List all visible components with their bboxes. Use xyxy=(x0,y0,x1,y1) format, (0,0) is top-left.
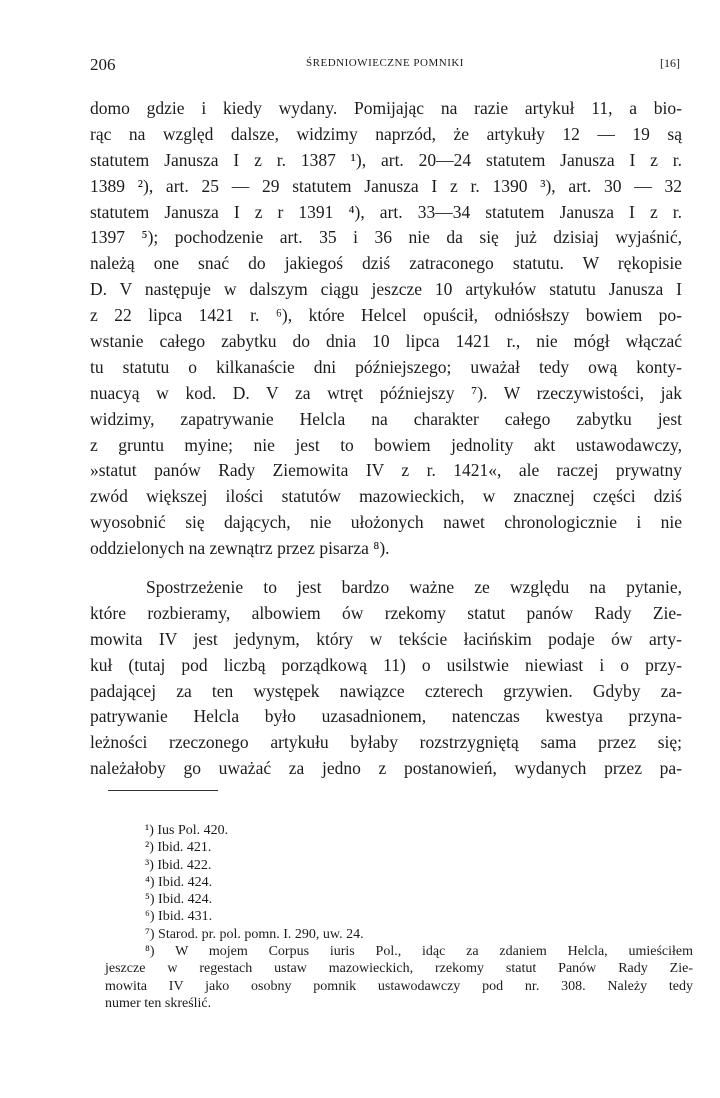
footnote-mark: ⁵) xyxy=(145,892,155,908)
text-line: należałoby go uważać za jedno z postanowień, wydanych przez pa- xyxy=(90,758,682,779)
footnote-1 xyxy=(145,822,693,839)
footnote-mark: ³) xyxy=(145,857,154,873)
footnote-7 xyxy=(145,926,693,943)
sheet-mark: [16] xyxy=(660,56,680,70)
text-line: zwód większej ilości statutów mazowieckich, w znacznej części dziś xyxy=(90,486,682,507)
text-line: 1389 ²), art. 25 — 29 statutem Janusza I z r. 1390 ³), art. 30 — 32 xyxy=(90,175,682,196)
footnote-mark: ⁷) xyxy=(145,926,155,942)
page-number: 206 xyxy=(90,55,116,74)
text-line: widzimy, zapatrywanie Helcla na charakter całego zabytku jest xyxy=(90,408,682,429)
text-line: mowita IV jest jedynym, który w tekście łacińskim podaje ów arty- xyxy=(90,628,682,649)
text-line: oddzielonych na zewnątrz przez pisarza ⁸). xyxy=(90,538,390,559)
text-line: które rozbieramy, albowiem ów rzekomy statut panów Rady Zie- xyxy=(90,602,682,623)
main-text xyxy=(90,96,682,782)
footnote-mark: ²) xyxy=(145,840,154,856)
text-line: D. V następuje w dalszym ciągu jeszcze 10 artykułów statutu Janusza I xyxy=(90,279,682,300)
footnote-4 xyxy=(145,874,693,891)
text-line: Spostrzeżenie to jest bardzo ważne ze względu na pytanie, xyxy=(146,577,682,598)
footnote-8-line: jeszcze w regestach ustaw mazowieckich, rzekomy statut Panów Rady Zie- xyxy=(105,961,693,977)
text-line: statutem Janusza I z r. 1387 ¹), art. 20—24 statutem Janusza I z r. xyxy=(90,149,682,170)
running-title: ŚREDNIOWIECZNE POMNIKI xyxy=(306,57,464,69)
footnote-5 xyxy=(145,891,693,908)
text-line: padającej za ten występek nawiązce czterech grzywien. Gdyby za- xyxy=(90,680,682,701)
footnote-text: Ibid. 424. xyxy=(158,892,213,908)
text-line: 1397 ⁵); pochodzenie art. 35 i 36 nie da się już dzisiaj wyjaśnić, xyxy=(90,227,682,248)
text-line: rąc na względ dalsze, widzimy naprzód, że artykuły 12 — 19 są xyxy=(90,123,682,144)
footnote-mark: ¹) xyxy=(145,823,154,838)
text-line: leżności rzeczonego artykułu byłaby rozstrzygniętą sama przez się; xyxy=(90,732,682,753)
text-line: należą one snać do jakiegoś dziś zatraconego statutu. W rękopisie xyxy=(90,253,682,274)
text-line: patrywanie Helcla było uzasadnionem, natenczas kwestya przyna- xyxy=(90,706,682,727)
footnote-text: Starod. pr. pol. pomn. I. 290, uw. 24. xyxy=(158,926,364,942)
footnote-text: Ibid. 422. xyxy=(157,857,212,873)
paragraph-1 xyxy=(90,96,682,562)
text-line: wstanie całego zabytku do dnia 10 lipca 1421 r., nie mógł włączać xyxy=(90,331,682,352)
footnote-8-line: mowita IV jako osobny pomnik ustawodawczy pod nr. 308. Należy tedy xyxy=(105,978,693,994)
text-line: tu statutu o kilkanaście dni późniejszego; uważał tedy ową konty- xyxy=(90,356,682,377)
footnote-6 xyxy=(145,908,693,925)
footnote-mark: ⁶) xyxy=(145,909,155,925)
footnote-text: Ibid. 424. xyxy=(158,874,213,890)
text-line: statutem Janusza I z r 1391 ⁴), art. 33—34 statutem Janusza I z r. xyxy=(90,201,682,222)
text-line: kuł (tutaj pod liczbą porządkową 11) o usilstwie niewiast i o przy- xyxy=(90,654,682,675)
footnote-mark: ⁴) xyxy=(145,874,155,890)
text-line: z gruntu myine; nie jest to bowiem jednolity akt ustawodawczy, xyxy=(90,434,682,455)
footnote-separator xyxy=(108,790,218,791)
text-line: nuacyą w kod. D. V za wtręt późniejszy ⁷). W rzeczywistości, jak xyxy=(90,382,682,403)
footnote-text: Ibid. 421. xyxy=(157,840,212,856)
footnote-text: Ius Pol. 420. xyxy=(157,823,229,838)
footnotes xyxy=(105,822,694,1012)
paragraph-2 xyxy=(90,575,682,782)
footnote-8-line: numer ten skreślić. xyxy=(105,995,212,1011)
footnote-2 xyxy=(145,839,693,856)
text-line: z 22 lipca 1421 r. ⁶), które Helcel opuścił, odniósłszy bowiem po- xyxy=(90,305,682,326)
footnote-mark: ⁸) xyxy=(145,944,155,960)
text-line: »statut panów Rady Ziemowita IV z r. 1421«, ale raczej prywatny xyxy=(90,460,682,481)
footnote-3 xyxy=(145,857,693,874)
text-line: wyosobnić się dających, nie ułożonych nawet chronologicznie i nie xyxy=(90,512,682,533)
footnote-text: Ibid. 431. xyxy=(158,909,213,925)
footnote-text: W mojem Corpus iuris Pol., idąc za zdaniem Helcla, umieściłem xyxy=(175,944,694,960)
footnote-8 xyxy=(145,943,693,960)
page-header xyxy=(90,55,680,81)
text-line: domo gdzie i kiedy wydany. Pomijając na razie artykuł 11, a bio- xyxy=(90,98,682,118)
